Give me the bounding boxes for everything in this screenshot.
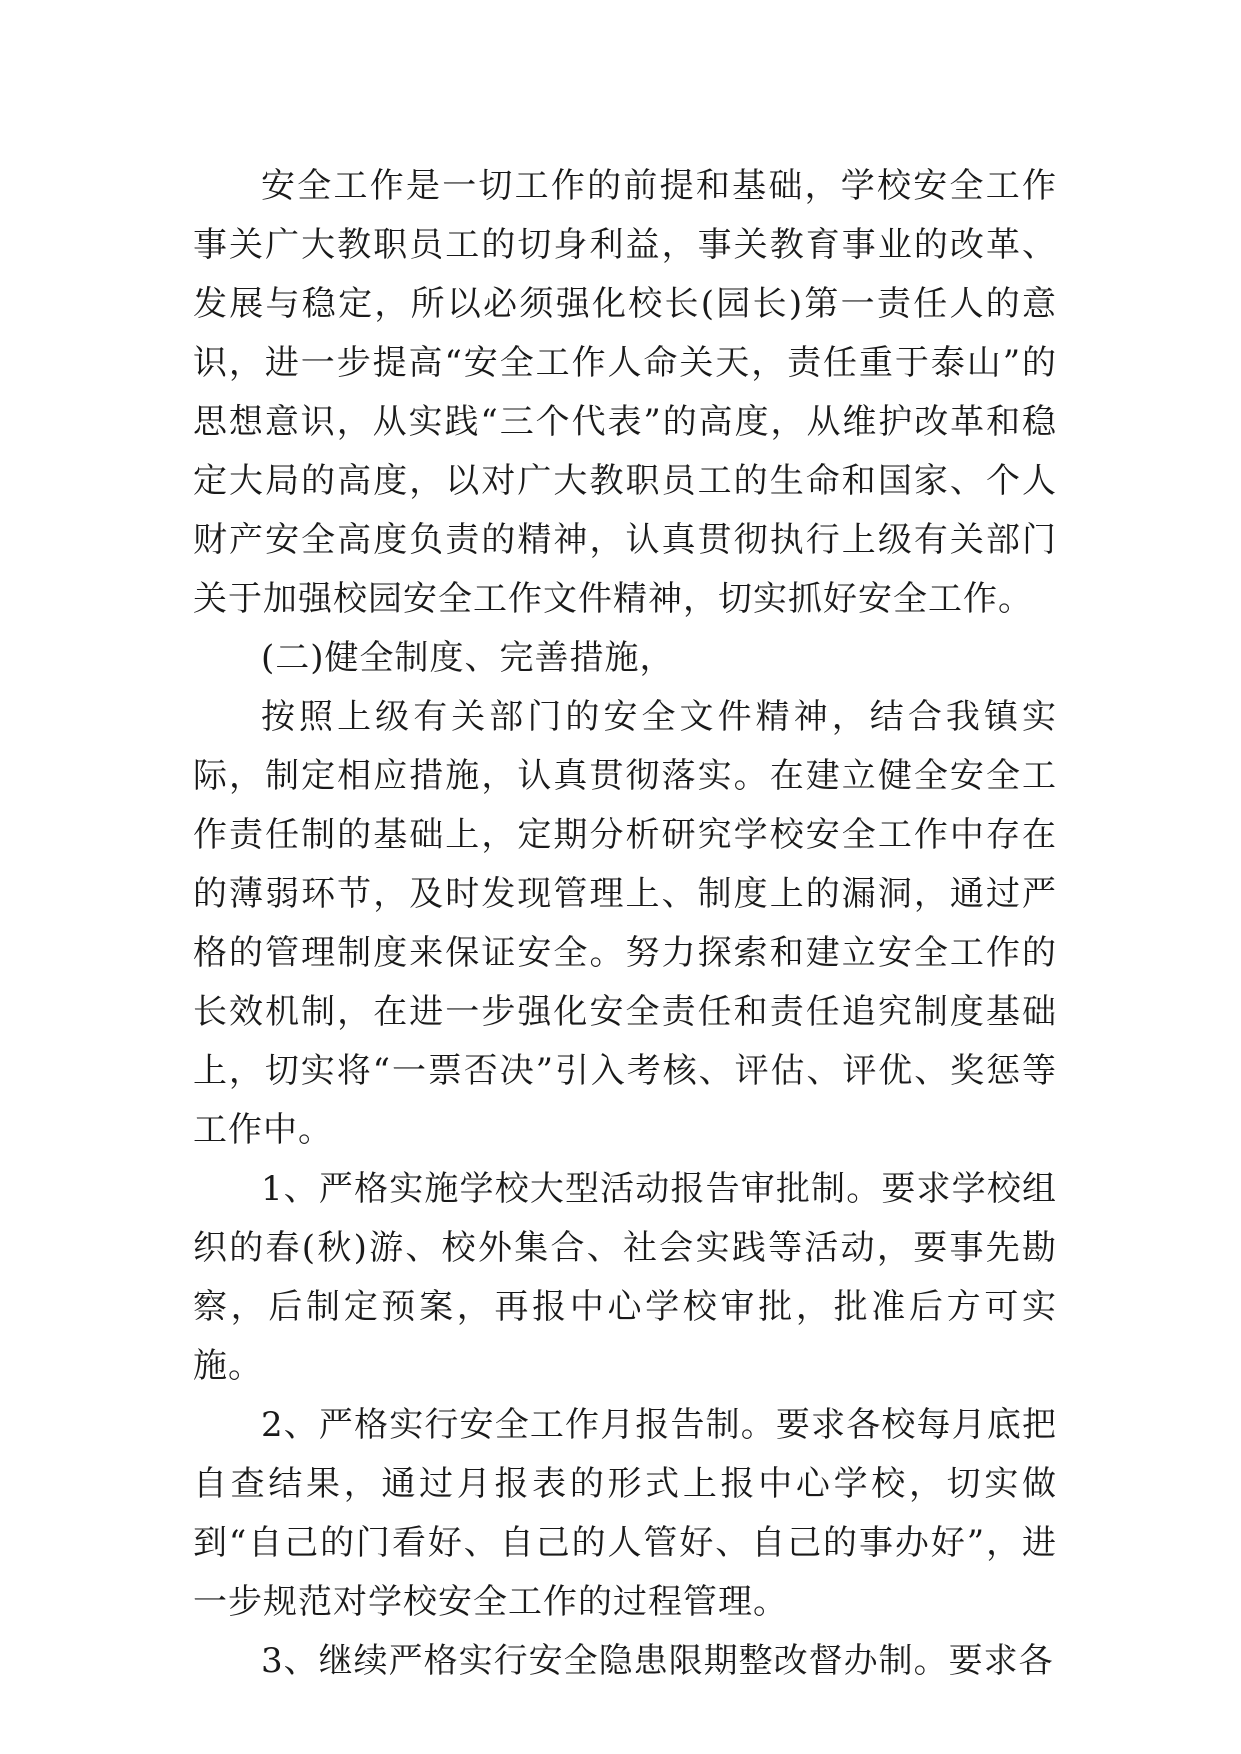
paragraph-safety-foundation: 安全工作是一切工作的前提和基础，学校安全工作事关广大教职员工的切身利益，事关教育事业的改革、发展与稳定，所以必须强化校长(园长)第一责任人的意识，进一步提高“安全工作人命关天，责任重于泰山”的思想意识，从实践“三个代表”的高度，从维护改革和稳定大局的高度，以对广大教职员工的生命和国家、个人财产安全高度负责的精神，认真贯彻执行上级有关部门关于加强校园安全工作文件精神，切实抓好安全工作。 [193,166,1057,619]
section-heading-system-measures: (二)健全制度、完善措施， [261,638,675,678]
list-item-hazard-rectification: 3、继续严格实行安全隐患限期整改督办制。要求各 [261,1641,1054,1681]
paragraph-implementation: 按照上级有关部门的安全文件精神，结合我镇实际，制定相应措施，认真贯彻落实。在建立健全安全工作责任制的基础上，定期分析研究学校安全工作中存在的薄弱环节，及时发现管理上、制度上的漏洞，通过严格的管理制度来保证安全。努力探索和建立安全工作的长效机制，在进一步强化安全责任和责任追究制度基础上，切实将“一票否决”引入考核、评估、评优、奖惩等工作中。 [193,697,1057,1150]
list-item-monthly-report: 2、严格实行安全工作月报告制。要求各校每月底把自查结果，通过月报表的形式上报中心学校，切实做到“自己的门看好、自己的人管好、自己的事办好”，进一步规范对学校安全工作的过程管理。 [193,1405,1057,1622]
document-body [193,157,1057,1691]
list-item-activity-approval: 1、严格实施学校大型活动报告审批制。要求学校组织的春(秋)游、校外集合、社会实践等活动，要事先勘察，后制定预案，再报中心学校审批，批准后方可实施。 [193,1169,1057,1386]
